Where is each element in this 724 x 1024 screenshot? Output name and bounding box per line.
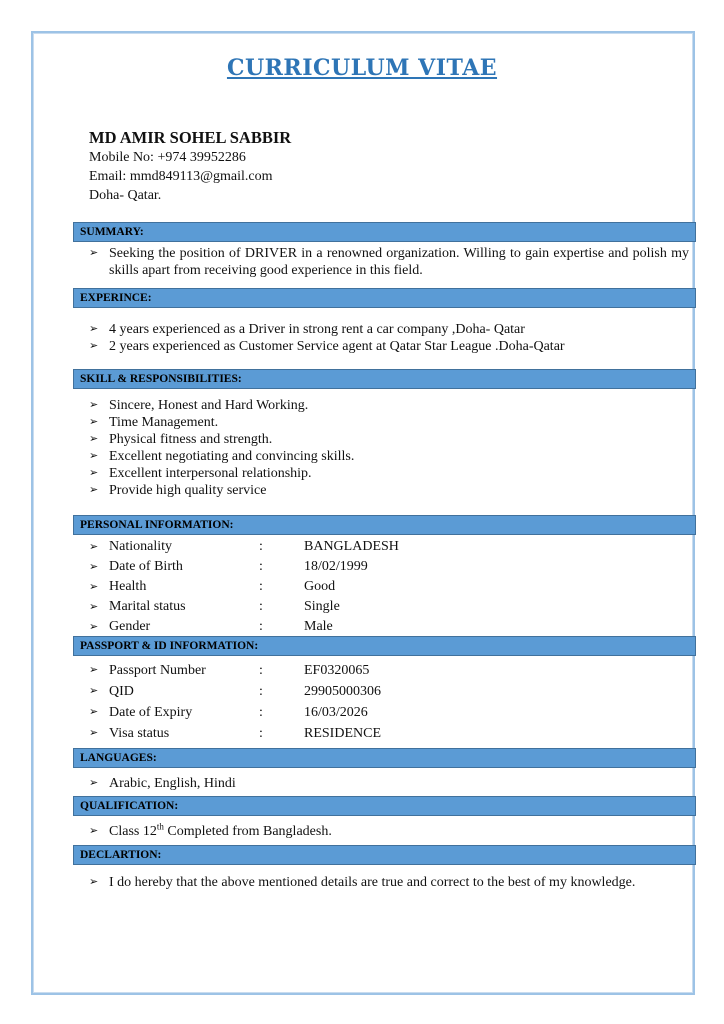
section-header-passport-info: PASSPORT & ID INFORMATION: — [73, 636, 696, 656]
contact-header — [89, 127, 291, 205]
email-address: Email: mmd849113@gmail.com — [89, 169, 273, 184]
arrow-bullet-icon: ➢ — [89, 621, 99, 633]
arrow-bullet-icon: ➢ — [89, 825, 99, 837]
list-item: ➢ Excellent interpersonal relationship. — [89, 466, 312, 481]
section-header-qualification: QUALIFICATION: — [73, 796, 696, 816]
arrow-bullet-icon: ➢ — [89, 727, 99, 739]
arrow-bullet-icon: ➢ — [89, 706, 99, 718]
declaration-list — [89, 874, 649, 891]
list-item: ➢ Marital status : Single — [89, 597, 689, 617]
arrow-bullet-icon: ➢ — [89, 247, 99, 259]
list-item: ➢ Time Management. — [89, 415, 219, 430]
arrow-bullet-icon: ➢ — [89, 581, 99, 593]
list-item: ➢ Provide high quality service — [89, 483, 267, 498]
arrow-bullet-icon: ➢ — [89, 561, 99, 573]
arrow-bullet-icon: ➢ — [89, 340, 99, 352]
arrow-bullet-icon: ➢ — [89, 541, 99, 553]
arrow-bullet-icon: ➢ — [89, 433, 99, 445]
section-header-summary: SUMMARY: — [73, 222, 696, 242]
section-header-experience: EXPERINCE: — [73, 288, 696, 308]
list-item: ➢ Gender : Male — [89, 617, 689, 637]
arrow-bullet-icon: ➢ — [89, 664, 99, 676]
qualification-list — [89, 823, 689, 840]
personal-info-list — [89, 537, 689, 637]
list-item: ➢ Arabic, English, Hindi — [89, 776, 236, 791]
list-item: ➢ Sincere, Honest and Hard Working. — [89, 398, 309, 413]
list-item: ➢ I do hereby that the above mentioned details are true and correct to the best of my knowledge. — [89, 875, 636, 890]
list-item: ➢ Passport Number : EF0320065 — [89, 660, 689, 681]
list-item: ➢ Seeking the position of DRIVER in a renowned organization. Willing to gain expertise and polish my skills apart from receiving good experience in this field. — [89, 246, 689, 278]
languages-list — [89, 775, 689, 792]
mobile-number: Mobile No: +974 39952286 — [89, 150, 246, 165]
arrow-bullet-icon: ➢ — [89, 601, 99, 613]
arrow-bullet-icon: ➢ — [89, 416, 99, 428]
arrow-bullet-icon: ➢ — [89, 399, 99, 411]
arrow-bullet-icon: ➢ — [89, 323, 99, 335]
list-item: ➢ 2 years experienced as Customer Service agent at Qatar Star League .Doha-Qatar — [89, 339, 565, 354]
arrow-bullet-icon: ➢ — [89, 777, 99, 789]
arrow-bullet-icon: ➢ — [89, 484, 99, 496]
passport-info-list — [89, 660, 689, 744]
arrow-bullet-icon: ➢ — [89, 450, 99, 462]
experience-list — [89, 321, 689, 355]
section-header-languages: LANGUAGES: — [73, 748, 696, 768]
list-item: ➢ QID : 29905000306 — [89, 681, 689, 702]
list-item: ➢ Date of Birth : 18/02/1999 — [89, 557, 689, 577]
list-item: ➢ Excellent negotiating and convincing skills. — [89, 449, 355, 464]
summary-list — [89, 245, 689, 279]
section-header-skills: SKILL & RESPONSIBILITIES: — [73, 369, 696, 389]
list-item: ➢ 4 years experienced as a Driver in strong rent a car company ,Doha- Qatar — [89, 322, 525, 337]
document-title: CURRICULUM VITAE — [226, 55, 498, 81]
list-item: ➢ Class 12th Completed from Bangladesh. — [89, 821, 332, 839]
arrow-bullet-icon: ➢ — [89, 876, 99, 888]
section-header-declaration: DECLARTION: — [73, 845, 696, 865]
list-item: ➢ Nationality : BANGLADESH — [89, 537, 689, 557]
list-item: ➢ Date of Expiry : 16/03/2026 — [89, 702, 689, 723]
candidate-name: MD AMIR SOHEL SABBIR — [89, 128, 292, 147]
skills-list — [89, 397, 689, 499]
section-header-personal-info: PERSONAL INFORMATION: — [73, 515, 696, 535]
location: Doha- Qatar. — [89, 188, 162, 203]
list-item: ➢ Physical fitness and strength. — [89, 432, 273, 447]
list-item: ➢ Health : Good — [89, 577, 689, 597]
list-item: ➢ Visa status : RESIDENCE — [89, 723, 689, 744]
arrow-bullet-icon: ➢ — [89, 685, 99, 697]
arrow-bullet-icon: ➢ — [89, 467, 99, 479]
